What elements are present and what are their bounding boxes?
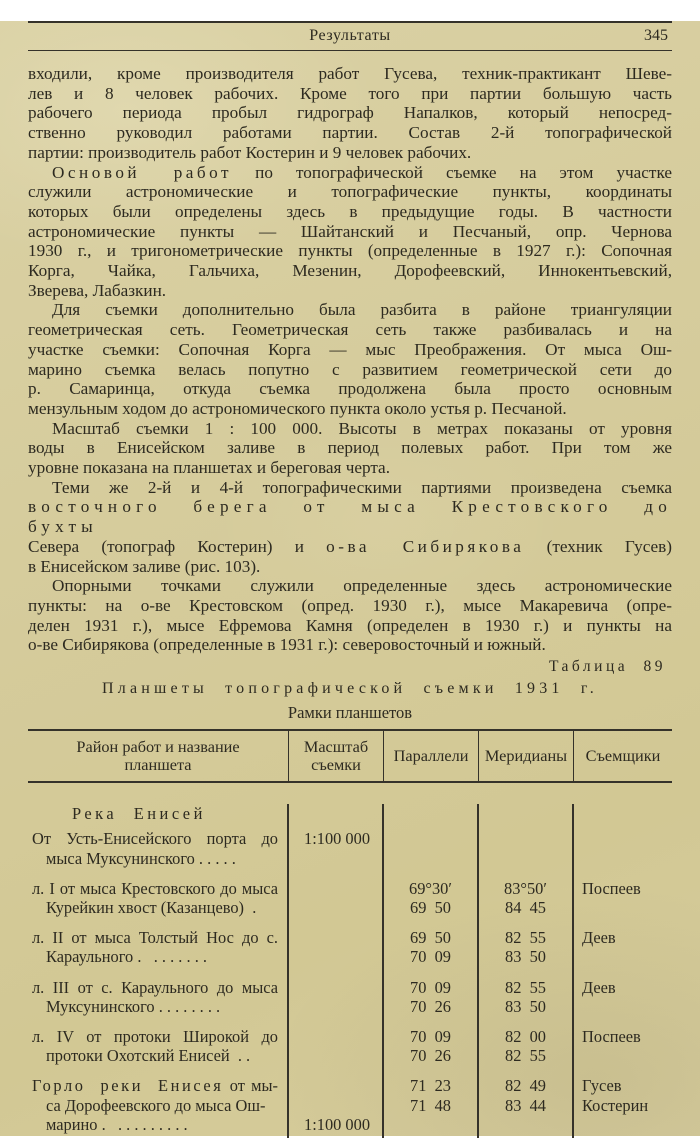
cell-line: Караульного . . . . . . . . (46, 947, 207, 967)
cell-line: 83 50 (505, 996, 546, 1016)
running-head-title: Результаты (309, 27, 391, 44)
cell-line: 82 55 (505, 977, 546, 997)
header-line: планшета (124, 755, 192, 775)
cell-line: От Усть-Енисейского порта до (32, 829, 278, 849)
cell-line: мыса Муксунинского . . . . . (46, 848, 236, 868)
column-header-surveyors (573, 731, 672, 781)
cell-district (28, 829, 288, 867)
cell-line: 69 50 (410, 897, 451, 917)
cell-district (28, 879, 288, 917)
spaced-emphasis: Горло реки Енисея (32, 1076, 224, 1096)
column-divider (382, 804, 384, 1138)
text-line: входили, кроме производителя работ Гусева, техник-практикант Шеве- (28, 64, 672, 83)
cell-surveyors: Деев (582, 928, 616, 948)
cell-line: 70 09 (410, 1026, 451, 1046)
text-segment: (техник Гусев) (524, 536, 672, 556)
cell-surveyors: Деев (582, 977, 616, 997)
text-line: Корга, Чайка, Гальчиха, Мезенин, Дорофеевский, Иннокентьевский, (28, 261, 672, 281)
cell-line: 70 09 (410, 977, 451, 997)
body-text (28, 64, 672, 655)
cell-line: 70 09 (410, 947, 451, 967)
text-line: р. Самаринца, откуда съемка продолжена была просто основным (28, 379, 672, 399)
cell-line: 84 45 (505, 897, 546, 917)
text-line: в Енисейском заливе (рис. 103). (28, 556, 261, 576)
column-divider (477, 804, 479, 1138)
cell-line: 82 00 (505, 1026, 546, 1046)
paragraph (28, 163, 672, 301)
header-line: Меридианы (484, 745, 568, 765)
cell-line: Муксунинского . . . . . . . . (46, 996, 221, 1016)
text-line: астрономические пункты — Шайтанский и Песчаный, опр. Чернова (28, 221, 672, 241)
cell-line: 82 55 (505, 928, 546, 948)
survey-sheets-table (28, 729, 672, 1144)
text-line (28, 537, 672, 557)
text-line: партии: производитель работ Костерин и 9 человек рабочих. (28, 142, 472, 162)
text-line: Опорными точками служили определенные здесь астрономические (52, 576, 672, 596)
paragraph (28, 419, 672, 478)
cell-line: Костерин (582, 1095, 649, 1115)
cell-surveyors (573, 1076, 672, 1114)
cell-district (28, 978, 288, 1016)
text-line (28, 163, 672, 183)
cell-parallels (383, 1027, 478, 1065)
scanned-book-page (0, 21, 700, 1136)
text-line: участке съемки: Сопочная Корга — мыс Преображения. От мыса Ош- (28, 339, 672, 359)
table-row (28, 1076, 672, 1134)
column-header-meridians (478, 731, 573, 781)
cell-line: 69 50 (410, 928, 451, 948)
cell-line: 70 26 (410, 1046, 451, 1066)
cell-line (32, 1076, 278, 1095)
text-line: лев и 8 человек рабочих. Кроме того при партии большую часть (28, 83, 672, 103)
text-segment: по топографической съемке на этом участке (232, 162, 672, 182)
text-line: марино съемка велась попутно с развитием геометрической сети до (28, 359, 672, 379)
cell-meridians (478, 1076, 573, 1114)
cell-line: л. I от мыса Крестовского до мыса (32, 878, 278, 898)
cell-line: са Дорофеевского до мыса Ош- (46, 1095, 266, 1115)
cell-district (28, 1076, 288, 1134)
text-line: ственно руководил работами партии. Состав 2-й топографической (28, 123, 672, 143)
text-segment: Севера (топограф Костерин) и (28, 536, 327, 556)
cell-line: Курейкин хвост (Казанцево) . (46, 897, 257, 917)
cell-line: 83°50′ (504, 878, 547, 898)
column-header-district (28, 731, 288, 781)
cell-scale: 1:100 000 (304, 1115, 371, 1135)
spaced-emphasis: о-ва Сибирякова (326, 536, 525, 556)
table-row (28, 978, 672, 1016)
running-head (28, 21, 672, 51)
text-line: Зверева, Лабазкин. (28, 280, 167, 300)
paragraph (28, 576, 672, 655)
cell-line: протоки Охотский Енисей . . (46, 1046, 251, 1066)
header-line: съемки (311, 755, 361, 775)
cell-line: 83 44 (505, 1095, 546, 1115)
text-line: Теми же 2-й и 4-й топографическими партиями произведена съемка (52, 477, 672, 497)
table-row (28, 1027, 672, 1065)
table-row (28, 928, 672, 966)
cell-meridians (478, 1027, 573, 1065)
header-line: Съемщики (585, 745, 661, 765)
cell-district (28, 1027, 288, 1065)
cell-surveyors: Поспеев (582, 878, 641, 898)
text-line: геометрическая сеть. Геометрическая сеть также разбивалась и на (28, 320, 672, 340)
column-divider (572, 804, 574, 1138)
column-divider (287, 804, 289, 1138)
table-row (28, 829, 672, 867)
cell-line: л. III от с. Караульного до мыса (32, 977, 278, 997)
text-line: которых были определены здесь в предыдущие годы. В частности (28, 201, 672, 221)
header-line: Параллели (393, 745, 469, 765)
table-title: Планшеты топографической съемки 1931 г. (102, 680, 598, 698)
text-line-spaced: восточного берега от мыса Крестовского до бухты (28, 497, 672, 537)
cell-meridians (478, 978, 573, 1016)
text-line: о-ве Сибирякова (определенные в 1931 г.): северовосточный и южный. (28, 635, 546, 655)
paragraph (28, 300, 672, 418)
text-line: воды в Енисейском заливе в период полевых работ. При том же (28, 438, 672, 458)
cell-parallels (383, 978, 478, 1016)
text-line: служили астрономические и топографические пункты, координаты (28, 182, 672, 202)
table-subtitle: Рамки планшетов (287, 703, 413, 723)
cell-line: марино . . . . . . . . . . (46, 1114, 188, 1134)
table-section-title: Река Енисей (72, 804, 206, 824)
cell-meridians (478, 928, 573, 966)
text-line: рабочего периода пробыл гидрограф Напалков, который непосред- (28, 103, 672, 123)
spaced-emphasis: Основой работ (52, 162, 233, 182)
cell-line: 82 49 (505, 1076, 546, 1096)
paragraph (28, 64, 672, 163)
cell-line: 83 50 (505, 947, 546, 967)
table-header-row (28, 729, 672, 783)
table-caption: Таблица 89 (548, 658, 666, 676)
cell-parallels (383, 928, 478, 966)
column-header-parallels (383, 731, 478, 781)
cell-line: л. IV от протоки Широкой до (32, 1026, 278, 1046)
cell-line: л. II от мыса Толстый Нос до с. (32, 928, 278, 948)
cell-line: 69°30′ (409, 878, 452, 898)
cell-parallels (383, 1076, 478, 1114)
cell-meridians (478, 879, 573, 917)
paragraph (28, 478, 672, 577)
cell-surveyors: Поспеев (582, 1026, 641, 1046)
cell-parallels (383, 879, 478, 917)
header-line: Масштаб (303, 736, 369, 756)
page-content (28, 21, 672, 1144)
text-line: мензульным ходом до астрономического пункта около устья р. Песчаной. (28, 398, 567, 418)
table-row (28, 879, 672, 917)
text-line: Для съемки дополнительно была разбита в районе триангуляции (52, 300, 672, 320)
cell-scale: 1:100 000 (304, 829, 371, 849)
text-line: Масштаб съемки 1 : 100 000. Высоты в метрах показаны от уровня (52, 418, 672, 438)
cell-line: 71 23 (410, 1076, 451, 1096)
page-number: 345 (644, 27, 668, 44)
cell-line: 82 55 (505, 1046, 546, 1066)
text-line: делен 1931 г.), мысе Ефремова Камня (определен в 1930 г.) и пункты на (28, 615, 672, 635)
table-body (28, 804, 672, 1144)
cell-line: 71 48 (410, 1095, 451, 1115)
cell-district (28, 928, 288, 966)
text-line: уровне показана на планшетах и береговая черта. (28, 458, 390, 478)
text-segment: от мы- (223, 1076, 278, 1096)
cell-line: 70 26 (410, 996, 451, 1016)
text-line: пункты: на о-ве Крестовском (опред. 1930 г.), мысе Макаревича (опре- (28, 595, 672, 615)
cell-line: Гусев (582, 1076, 622, 1096)
text-line: 1930 г., и тригонометрические пункты (определенные в 1927 г.): Сопочная (28, 241, 672, 261)
column-header-scale (288, 731, 383, 781)
header-line: Район работ и название (76, 736, 240, 756)
